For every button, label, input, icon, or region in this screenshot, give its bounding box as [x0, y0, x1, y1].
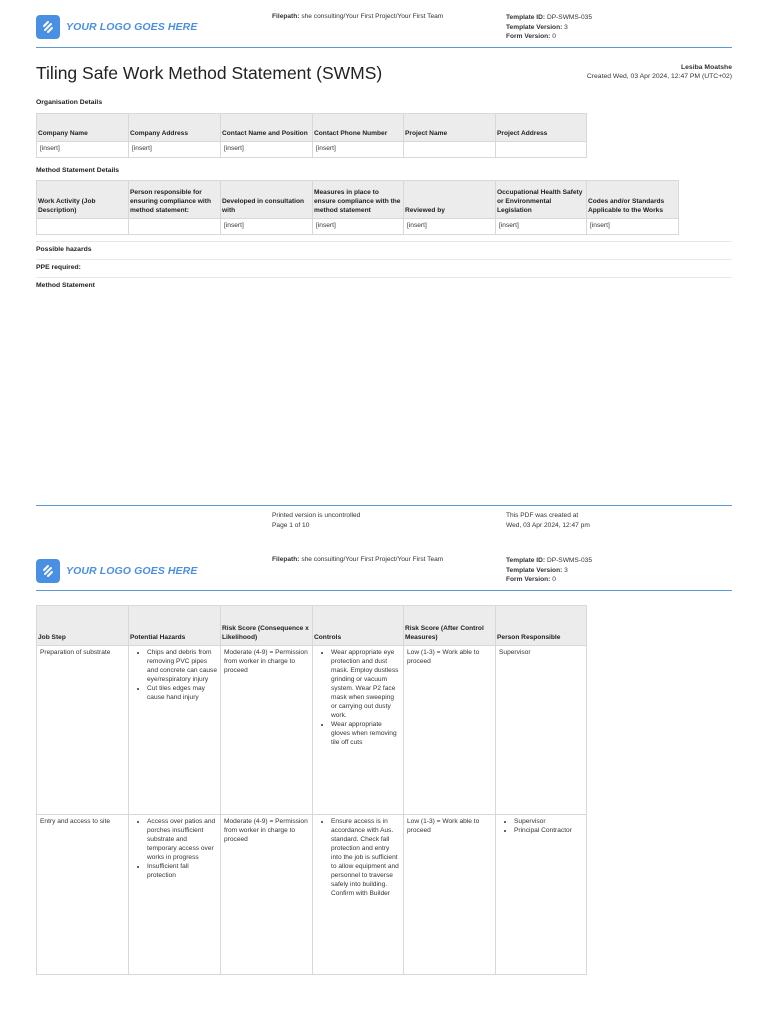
- risk-score: Moderate (4-9) = Permission from worker in charge to proceed: [221, 646, 313, 815]
- org-col-project-name: Project Name: [404, 114, 496, 142]
- md-col-codes: Codes and/or Standards Applicable to the Works: [587, 181, 679, 219]
- possible-hazards-label: Possible hazards: [36, 246, 92, 253]
- list-item: • Insufficient fall protection: [147, 862, 217, 880]
- org-col-contact-name: Contact Name and Position: [221, 114, 313, 142]
- risk-col-responsible: Person Responsible: [496, 606, 587, 646]
- risk-controls: [313, 646, 404, 815]
- risk-job-step: Entry and access to site: [37, 815, 129, 975]
- risk-score: Moderate (4-9) = Permission from worker in charge to proceed: [221, 815, 313, 975]
- risk-controls: [313, 815, 404, 975]
- divider: [36, 241, 732, 242]
- author-block: [587, 63, 732, 81]
- list-item: • Principal Contractor: [514, 826, 583, 835]
- md-work-activity-value[interactable]: [37, 219, 129, 235]
- organisation-table: [36, 113, 587, 158]
- list-item: • Cut tiles edges may cause hand injury: [147, 684, 217, 702]
- logo-text: YOUR LOGO GOES HERE: [66, 21, 198, 33]
- created-date: Created Wed, 03 Apr 2024, 12:47 PM (UTC+02): [586, 73, 732, 80]
- risk-score-after: Low (1-3) = Work able to proceed: [404, 646, 496, 815]
- table-row: [37, 219, 679, 235]
- footer-divider: [36, 505, 732, 506]
- header-divider: [36, 590, 732, 591]
- org-project-address-value[interactable]: [496, 142, 587, 158]
- risk-score-after: Low (1-3) = Work able to proceed: [404, 815, 496, 975]
- method-details-heading: Method Statement Details: [36, 167, 120, 174]
- method-statement-label: Method Statement: [36, 282, 95, 289]
- md-col-person-responsible: Person responsible for ensuring compliance with method statement:: [129, 181, 221, 219]
- org-company-address-value[interactable]: [insert]: [129, 142, 221, 158]
- author-name: Lesiba Moatshe: [681, 64, 732, 71]
- list-item: • Chips and debris from removing PVC pipes and concrete can cause eye/respiratory injury: [147, 648, 217, 684]
- list-item: • Wear appropriate eye protection and dust mask. Employ dustless grinding or vacuum system. Wear P2 face mask when sweeping or carrying out dusty work.: [331, 648, 400, 720]
- org-company-name-value[interactable]: [insert]: [37, 142, 129, 158]
- pdf-created-value: Wed, 03 Apr 2024, 12:47 pm: [506, 521, 590, 529]
- md-measures-value[interactable]: [insert]: [313, 219, 404, 235]
- md-col-legislation: Occupational Health Safety or Environmental Legislation: [496, 181, 587, 219]
- header-divider: [36, 47, 732, 48]
- list-item: • Supervisor: [514, 817, 583, 826]
- footer-left: [272, 511, 360, 530]
- page-title: Tiling Safe Work Method Statement (SWMS): [36, 63, 383, 83]
- organisation-heading: Organisation Details: [36, 99, 103, 106]
- org-col-company-name: Company Name: [37, 114, 129, 142]
- org-col-contact-phone: Contact Phone Number: [313, 114, 404, 142]
- md-col-work-activity: Work Activity (Job Description): [37, 181, 129, 219]
- logo-text: YOUR LOGO GOES HERE: [66, 565, 198, 577]
- md-col-measures: Measures in place to ensure compliance with the method statement: [313, 181, 404, 219]
- template-meta: Template ID: DP-SWMS-035 Template Version: 3 Form Version: 0: [506, 557, 593, 583]
- ppe-required-label: PPE required:: [36, 264, 81, 271]
- md-person-responsible-value[interactable]: [129, 219, 221, 235]
- risk-col-job-step: Job Step: [37, 606, 129, 646]
- method-details-table: [36, 180, 679, 235]
- template-meta: Template ID: DP-SWMS-035 Template Version: 3 Form Version: 0: [506, 14, 593, 40]
- page-header: [0, 0, 768, 48]
- footer-right: [506, 511, 590, 530]
- risk-hazards: [129, 646, 221, 815]
- page-number: Page 1 of 10: [272, 521, 310, 529]
- md-developed-with-value[interactable]: [insert]: [221, 219, 313, 235]
- filepath: Filepath: she consulting/Your First Project/Your First Team: [272, 13, 444, 20]
- table-row: [37, 815, 587, 975]
- risk-col-risk-after: Risk Score (After Control Measures): [404, 606, 496, 646]
- risk-col-risk-score: Risk Score (Consequence x Likelihood): [221, 606, 313, 646]
- company-logo: [36, 559, 197, 583]
- divider: [36, 259, 732, 260]
- org-project-name-value[interactable]: [404, 142, 496, 158]
- risk-responsible: Supervisor: [496, 646, 587, 815]
- pdf-created-label: This PDF was created at: [506, 512, 579, 519]
- risk-responsible: [496, 815, 587, 975]
- logo-icon: [36, 559, 60, 583]
- md-legislation-value[interactable]: [insert]: [496, 219, 587, 235]
- list-item: • Wear appropriate gloves when removing tile off cuts: [331, 720, 400, 747]
- list-item: • Ensure access is in accordance with Aus. standard. Check fall protection and entry into the job is sufficient to allow equipment and personnel to traverse safely into building. Confirm with Builder: [331, 817, 400, 898]
- logo-icon: [36, 15, 60, 39]
- md-codes-value[interactable]: [insert]: [587, 219, 679, 235]
- org-col-project-address: Project Address: [496, 114, 587, 142]
- md-col-reviewed-by: Reviewed by: [404, 181, 496, 219]
- risk-assessment-table: [36, 605, 587, 975]
- table-row: [37, 142, 587, 158]
- divider: [36, 277, 732, 278]
- org-col-company-address: Company Address: [129, 114, 221, 142]
- risk-col-controls: Controls: [313, 606, 404, 646]
- page-header: [0, 544, 768, 592]
- list-item: • Access over patios and porches insufficient substrate and temporary access over works in progress: [147, 817, 217, 862]
- org-contact-name-value[interactable]: [insert]: [221, 142, 313, 158]
- filepath: Filepath: she consulting/Your First Project/Your First Team: [272, 556, 444, 563]
- md-reviewed-by-value[interactable]: [insert]: [404, 219, 496, 235]
- md-col-developed-with: Developed in consultation with: [221, 181, 313, 219]
- company-logo: [36, 15, 197, 39]
- org-contact-phone-value[interactable]: [insert]: [313, 142, 404, 158]
- uncontrolled-note: Printed version is uncontrolled: [272, 512, 361, 519]
- risk-job-step: Preparation of substrate: [37, 646, 129, 815]
- risk-hazards: [129, 815, 221, 975]
- table-row: [37, 646, 587, 815]
- risk-col-hazards: Potential Hazards: [129, 606, 221, 646]
